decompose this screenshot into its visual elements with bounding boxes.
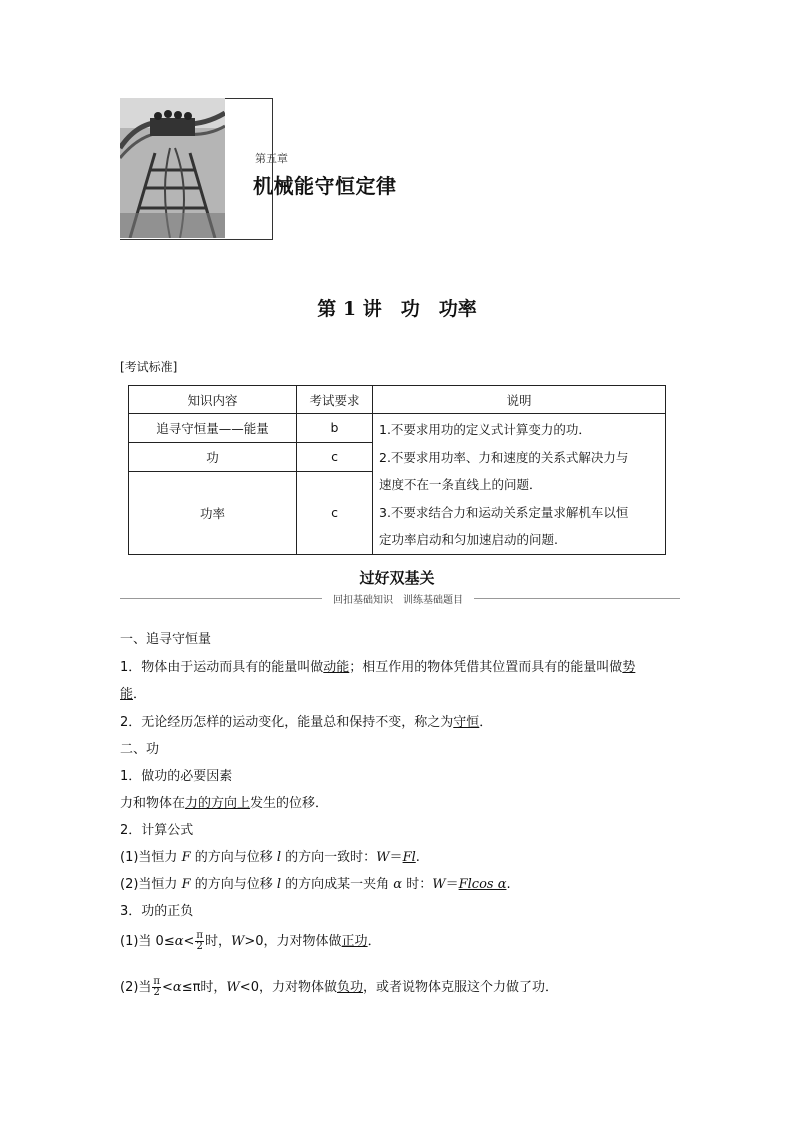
divider: [120, 598, 322, 599]
section-subtitle: 回扣基础知识 训练基础题目: [333, 595, 463, 606]
answer-blank: Flcos α: [458, 877, 507, 892]
sign-case-2: (2)当 $\frac{\pi}{2}$ <α≤π时，W<0，力对物体做负功，或者说物体克服这个力做了功．: [120, 976, 558, 998]
note-line: 3.不要求结合力和运动关系定量求解机车以恒: [379, 504, 629, 520]
row-topic: 功率: [129, 471, 297, 554]
answer-blank: 动能: [323, 660, 350, 675]
roller-coaster-photo: [120, 98, 225, 238]
heading-work: 二、功: [120, 742, 160, 757]
subheading-factors: 1．做功的必要因素: [120, 769, 233, 784]
fraction: $\frac{\pi}{2}$: [196, 930, 203, 952]
answer-blank: 负功: [336, 980, 363, 995]
row-level: c: [297, 471, 373, 554]
header-level: 考试要求: [297, 386, 373, 414]
paragraph-1-cont: 能．: [120, 687, 147, 702]
row-topic: 功: [129, 442, 297, 471]
chapter-number: 第五章: [255, 152, 288, 165]
note-line: 2.不要求用功率、力和速度的关系式解决力与: [379, 449, 629, 465]
section-title: 过好双基关: [359, 569, 435, 587]
header-notes: 说明: [373, 386, 666, 414]
header-topic: 知识内容: [129, 386, 297, 414]
subheading-sign: 3．功的正负: [120, 904, 194, 919]
sign-case-1: (1)当 0≤α< $\frac{\pi}{2}$ 时，W>0，力对物体做正功．: [120, 930, 381, 952]
note-line: 定功率启动和匀加速启动的问题.: [379, 532, 558, 547]
answer-blank: 势: [622, 660, 636, 675]
paragraph-1: 1．物体由于运动而具有的能量叫做动能；相互作用的物体凭借其位置而具有的能量叫做势: [120, 660, 636, 675]
fraction: $\frac{\pi}{2}$: [153, 976, 160, 998]
answer-blank: 守恒: [453, 715, 480, 730]
formula-2: (2)当恒力 F 的方向与位移 l 的方向成某一夹角 α 时：W＝Flcos α.: [120, 877, 511, 892]
row-topic: 追寻守恒量——能量: [129, 414, 297, 443]
standards-label: [考试标准]: [120, 360, 178, 374]
lecture-title: 第 1 讲 功 功率: [317, 298, 477, 320]
heading-conservation: 一、追寻守恒量: [120, 632, 212, 647]
row-level: c: [297, 442, 373, 471]
notes-cell: [373, 414, 666, 555]
standards-table: [128, 385, 666, 555]
note-line: 速度不在一条直线上的问题．: [379, 477, 542, 492]
answer-blank: 力的方向上: [185, 796, 251, 811]
paragraph-2: 2．无论经历怎样的运动变化，能量总和保持不变，称之为守恒．: [120, 715, 493, 730]
divider: [474, 598, 680, 599]
answer-blank: Fl: [402, 850, 416, 865]
note-line: 1.不要求用功的定义式计算变力的功．: [379, 422, 591, 437]
paragraph-factors: 力和物体在力的方向上发生的位移．: [120, 796, 329, 811]
subheading-formula: 2．计算公式: [120, 823, 194, 838]
answer-blank: 正功: [341, 934, 368, 949]
row-level: b: [297, 414, 373, 443]
chapter-title: 机械能守恒定律: [253, 174, 397, 198]
formula-1: (1)当恒力 F 的方向与位移 l 的方向一致时：W＝Fl.: [120, 850, 420, 865]
answer-blank: 能: [120, 687, 134, 702]
